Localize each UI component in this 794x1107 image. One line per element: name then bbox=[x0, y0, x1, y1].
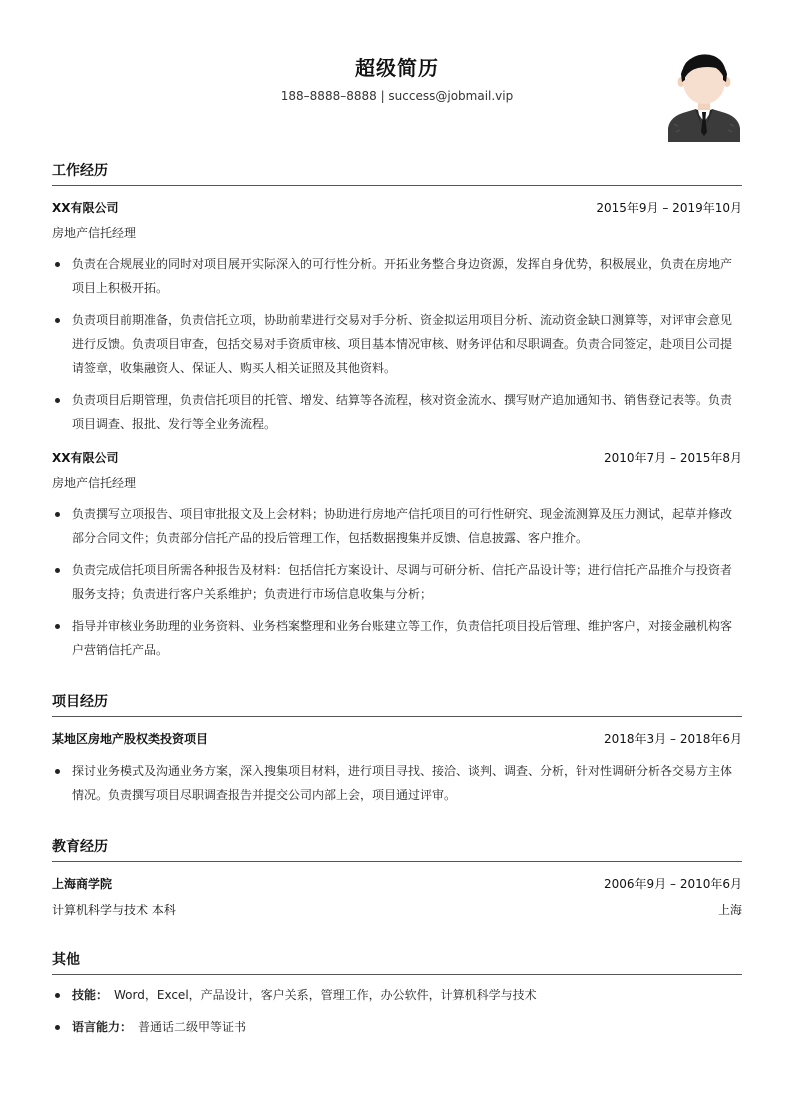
project-date: 2018年3月 – 2018年6月 bbox=[604, 732, 742, 746]
list-item: 负责完成信托项目所需各种报告及材料：包括信托方案设计、尽调与可研分析、信托产品设计等；进行信托产品推介与投资者服务支持；负责进行客户关系维护；负责进行市场信息收集与分析； bbox=[52, 558, 742, 606]
education-city: 上海 bbox=[717, 903, 742, 917]
list-item bbox=[52, 1015, 742, 1039]
job-2-company: XX有限公司 bbox=[52, 451, 119, 465]
resume-header bbox=[0, 0, 794, 150]
skills-text: Word，Excel，产品设计，客户关系，管理工作，办公软件，计算机科学与技术 bbox=[114, 988, 537, 1002]
job-1-company: XX有限公司 bbox=[52, 201, 119, 215]
list-item: 负责项目后期管理，负责信托项目的托管、增发、结算等各流程，核对资金流水、撰写财产追加通知书、销售登记表等。负责项目调查、报批、发行等全业务流程。 bbox=[52, 388, 742, 436]
list-item bbox=[52, 983, 742, 1007]
resume-name: 超级简历 bbox=[355, 56, 439, 80]
job-1-date: 2015年9月 – 2019年10月 bbox=[596, 201, 742, 215]
work-section-divider bbox=[52, 185, 742, 186]
education-section-title: 教育经历 bbox=[52, 839, 108, 855]
education-major: 计算机科学与技术 本科 bbox=[52, 903, 176, 917]
job-2-bullets bbox=[52, 502, 742, 670]
education-section-divider bbox=[52, 861, 742, 862]
language-label: 语言能力： bbox=[72, 1020, 133, 1034]
project-section-title: 项目经历 bbox=[52, 694, 108, 710]
job-2-role: 房地产信托经理 bbox=[52, 476, 137, 490]
avatar bbox=[668, 52, 740, 142]
list-item: 负责在合规展业的同时对项目展开实际深入的可行性分析。开拓业务整合身边资源，发挥自身优势，积极展业，负责在房地产项目上积极开拓。 bbox=[52, 252, 742, 300]
contact-info: 188–8888–8888 | success@jobmail.vip bbox=[280, 89, 514, 103]
other-section-title: 其他 bbox=[52, 952, 80, 968]
language-text: 普通话二级甲等证书 bbox=[138, 1020, 247, 1034]
list-item: 负责撰写立项报告、项目审批报文及上会材料；协助进行房地产信托项目的可行性研究、现金流测算及压力测试，起草并修改部分合同文件；负责部分信托产品的投后管理工作，包括数据搜集并反馈、信息披露、客户推介。 bbox=[52, 502, 742, 550]
project-bullets bbox=[52, 759, 742, 815]
job-1-role: 房地产信托经理 bbox=[52, 226, 137, 240]
project-name: 某地区房地产股权类投资项目 bbox=[52, 732, 209, 746]
list-item: 指导并审核业务助理的业务资料、业务档案整理和业务台账建立等工作，负责信托项目投后管理、维护客户，对接金融机构客户营销信托产品。 bbox=[52, 614, 742, 662]
list-item: 探讨业务模式及沟通业务方案，深入搜集项目材料，进行项目寻找、接洽、谈判、调查、分析，针对性调研分析各交易方主体情况。负责撰写项目尽职调查报告并提交公司内部上会，项目通过评审。 bbox=[52, 759, 742, 807]
other-bullets bbox=[52, 983, 742, 1047]
education-date: 2006年9月 – 2010年6月 bbox=[604, 877, 742, 891]
project-section-divider bbox=[52, 716, 742, 717]
job-1-bullets bbox=[52, 252, 742, 444]
skills-label: 技能： bbox=[72, 988, 109, 1002]
work-section-title: 工作经历 bbox=[52, 163, 108, 179]
list-item: 负责项目前期准备，负责信托立项，协助前辈进行交易对手分析、资金拟运用项目分析、流动资金缺口测算等，对评审会意见进行反馈。负责项目审查，包括交易对手资质审核、项目基本情况审核、财务评估和尽职调查。负责合同签定，赴项目公司提请签章，收集融资人、保证人、购买人相关证照及其他资料。 bbox=[52, 308, 742, 380]
school-name: 上海商学院 bbox=[52, 877, 113, 891]
other-section-divider bbox=[52, 974, 742, 975]
job-2-date: 2010年7月 – 2015年8月 bbox=[604, 451, 742, 465]
